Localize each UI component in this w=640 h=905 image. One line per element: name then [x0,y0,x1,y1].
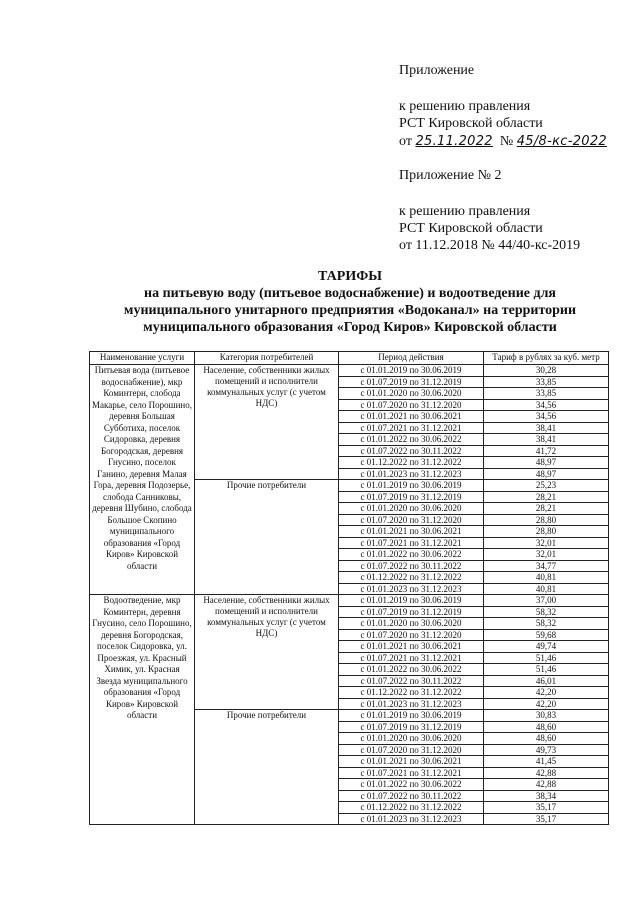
period-cell: с 01.07.2019 по 31.12.2019 [339,606,484,618]
tariff-value-cell: 42,88 [484,779,609,791]
tariff-table [89,351,609,825]
tariff-value-cell: 46,01 [484,675,609,687]
handwritten-date: 25.11.2022 [415,134,493,149]
period-cell: с 01.01.2020 по 30.06.2020 [339,503,484,515]
number-prefix: № [499,134,514,149]
tariff-value-cell: 48,97 [484,468,609,480]
tariff-value-cell: 42,88 [484,767,609,779]
period-cell: с 01.07.2021 по 31.12.2021 [339,537,484,549]
period-cell: с 01.12.2022 по 31.12.2022 [339,687,484,699]
consumer-category-cell: Прочие потребители [195,480,339,595]
table-row [90,595,609,607]
tariff-value-cell: 42,20 [484,687,609,699]
header-tariff: Тариф в рублях за куб. метр [484,352,609,365]
tariff-value-cell: 48,97 [484,457,609,469]
period-cell: с 01.01.2019 по 30.06.2019 [339,595,484,607]
decision-date-line-2: от 11.12.2018 № 44/40-кс-2019 [399,238,581,253]
title-line-4: муниципального образования «Город Киров» Кировской области [143,320,557,335]
tariff-value-cell: 28,80 [484,526,609,538]
period-cell: с 01.01.2020 по 30.06.2020 [339,618,484,630]
tariff-value-cell: 42,20 [484,698,609,710]
tariff-value-cell: 32,01 [484,537,609,549]
tariff-value-cell: 58,32 [484,618,609,630]
period-cell: с 01.01.2021 по 30.06.2021 [339,756,484,768]
tariff-value-cell: 28,80 [484,514,609,526]
tariff-value-cell: 34,56 [484,411,609,423]
tariff-value-cell: 38,41 [484,422,609,434]
period-cell: с 01.01.2019 по 30.06.2019 [339,365,484,377]
table-header-row [90,352,609,365]
document-title: ТАРИФЫ [318,269,382,284]
appendix-label: Приложение [399,63,475,78]
tariff-value-cell: 37,00 [484,595,609,607]
period-cell: с 01.01.2019 по 30.06.2019 [339,710,484,722]
period-cell: с 01.12.2022 по 31.12.2022 [339,457,484,469]
tariff-value-cell: 58,32 [484,606,609,618]
tariff-value-cell: 49,73 [484,744,609,756]
period-cell: с 01.07.2021 по 31.12.2021 [339,652,484,664]
period-cell: с 01.07.2019 по 31.12.2019 [339,491,484,503]
title-line-2: на питьевую воду (питьевое водоснабжение) и водоотведение для [144,286,556,301]
tariff-value-cell: 48,60 [484,733,609,745]
tariff-value-cell: 30,83 [484,710,609,722]
tariff-value-cell: 34,56 [484,399,609,411]
tariff-value-cell: 35,17 [484,802,609,814]
tariff-value-cell: 35,17 [484,813,609,825]
tariff-value-cell: 48,60 [484,721,609,733]
period-cell: с 01.01.2023 по 31.12.2023 [339,468,484,480]
tariff-value-cell: 41,72 [484,445,609,457]
authority-line: РСТ Кировской области [399,116,543,131]
period-cell: с 01.01.2021 по 30.06.2021 [339,641,484,653]
handwritten-number: 45/8-кс-2022 [516,134,607,149]
period-cell: с 01.07.2021 по 31.12.2021 [339,767,484,779]
tariff-value-cell: 59,68 [484,629,609,641]
table-row [90,365,609,377]
service-name-cell: Питьевая вода (питьевое водоснабжение), мкр Коминтерн, слобода Макарье, село Порошино, деревня Большая Субботиха, поселок Сидоровка, деревня Богородская, деревня Гнусино, поселок Ганино, деревня Малая Гора, деревня Подозерье, слобода Санниковы, деревня Шубино, слобода Большое Скопино муниципального образования «Город Киров» Кировской области [90,365,195,595]
date-prefix: от [399,134,412,149]
tariff-value-cell: 30,28 [484,365,609,377]
period-cell: с 01.07.2020 по 31.12.2020 [339,744,484,756]
tariff-value-cell: 51,46 [484,652,609,664]
period-cell: с 01.01.2020 по 30.06.2020 [339,388,484,400]
title-line-3: муниципального унитарного предприятия «Водоканал» на территории [123,303,577,318]
tariff-value-cell: 40,81 [484,572,609,584]
tariff-value-cell: 51,46 [484,664,609,676]
period-cell: с 01.01.2023 по 31.12.2023 [339,813,484,825]
period-cell: с 01.07.2020 по 31.12.2020 [339,399,484,411]
decision-line: к решению правления [399,99,531,114]
period-cell: с 01.01.2023 по 31.12.2023 [339,698,484,710]
period-cell: с 01.01.2022 по 30.06.2022 [339,434,484,446]
period-cell: с 01.07.2019 по 31.12.2019 [339,376,484,388]
period-cell: с 01.07.2020 по 31.12.2020 [339,629,484,641]
period-cell: с 01.07.2022 по 30.11.2022 [339,675,484,687]
period-cell: с 01.07.2022 по 30.11.2022 [339,790,484,802]
tariff-value-cell: 33,85 [484,388,609,400]
tariff-value-cell: 33,85 [484,376,609,388]
header-period: Период действия [339,352,484,365]
appendix-2-label: Приложение № 2 [399,168,502,183]
period-cell: с 01.07.2021 по 31.12.2021 [339,422,484,434]
period-cell: с 01.01.2022 по 30.06.2022 [339,549,484,561]
period-cell: с 01.01.2020 по 30.06.2020 [339,733,484,745]
period-cell: с 01.01.2019 по 30.06.2019 [339,480,484,492]
period-cell: с 01.12.2022 по 31.12.2022 [339,802,484,814]
tariff-value-cell: 32,01 [484,549,609,561]
tariff-value-cell: 40,81 [484,583,609,595]
consumer-category-cell: Население, собственники жилых помещений и исполнители коммунальных услуг (с учетом НДС) [195,595,339,710]
tariff-value-cell: 38,34 [484,790,609,802]
service-name-cell: Водоотведение, мкр Коминтерн, деревня Гнусино, село Порошино, деревня Богородская, поселок Сидоровка, ул. Проезжая, ул. Красный Химик, ул. Красная Звезда муниципального образования «Город Киров» Кировской области [90,595,195,825]
tariff-value-cell: 28,21 [484,491,609,503]
header-category: Категория потребителей [195,352,339,365]
period-cell: с 01.01.2022 по 30.06.2022 [339,664,484,676]
header-service: Наименование услуги [90,352,195,365]
authority-line-2: РСТ Кировской области [399,221,543,236]
period-cell: с 01.01.2022 по 30.06.2022 [339,779,484,791]
period-cell: с 01.07.2022 по 30.11.2022 [339,560,484,572]
period-cell: с 01.01.2021 по 30.06.2021 [339,526,484,538]
tariff-value-cell: 34,77 [484,560,609,572]
tariff-value-cell: 49,74 [484,641,609,653]
period-cell: с 01.01.2021 по 30.06.2021 [339,411,484,423]
decision-line-2: к решению правления [399,204,531,219]
tariff-value-cell: 41,45 [484,756,609,768]
period-cell: с 01.07.2022 по 30.11.2022 [339,445,484,457]
consumer-category-cell: Население, собственники жилых помещений и исполнители коммунальных услуг (с учетом НДС) [195,365,339,480]
consumer-category-cell: Прочие потребители [195,710,339,825]
decision-date-line [399,133,607,150]
period-cell: с 01.01.2023 по 31.12.2023 [339,583,484,595]
period-cell: с 01.07.2020 по 31.12.2020 [339,514,484,526]
period-cell: с 01.12.2022 по 31.12.2022 [339,572,484,584]
tariff-value-cell: 28,21 [484,503,609,515]
period-cell: с 01.07.2019 по 31.12.2019 [339,721,484,733]
tariff-value-cell: 25,23 [484,480,609,492]
tariff-value-cell: 38,41 [484,434,609,446]
